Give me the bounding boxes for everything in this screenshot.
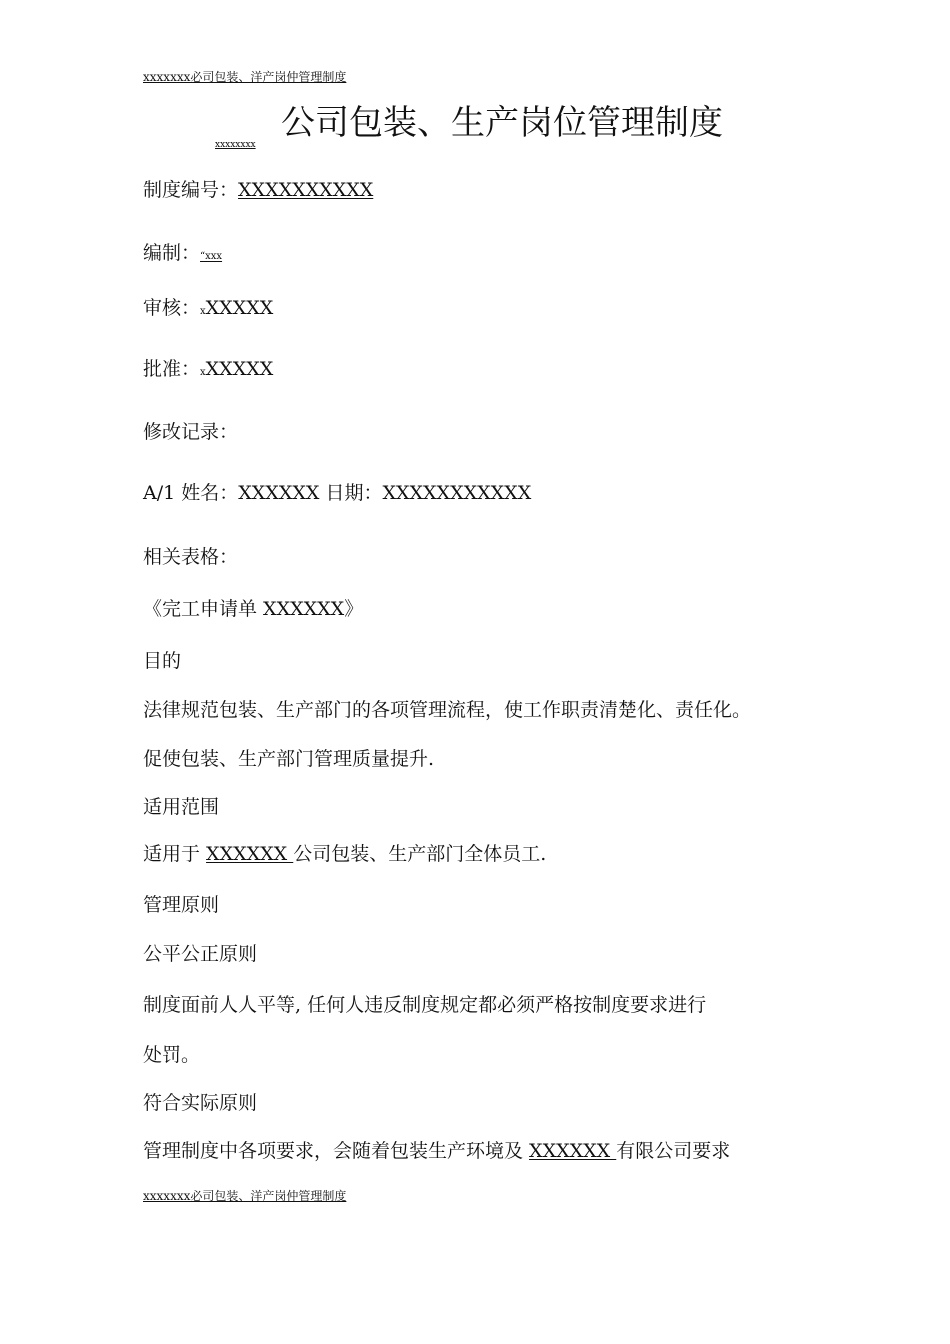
reviewer-row [143, 296, 273, 320]
page-header-note: xxxxxxx必司包装、洋产岗仲管理制度 [143, 70, 347, 84]
purpose-line-2: 促使包装、生产部门管理质量提升. [143, 748, 435, 770]
practical-text [143, 1139, 730, 1163]
fairness-line-1: 制度面前人人平等, 任何人违反制度规定都必须严格按制度要求进行 [143, 994, 707, 1016]
doc-number-row [143, 178, 373, 202]
related-forms-label: 相关表格： [143, 546, 239, 568]
revision-entry: A/1 姓名：XXXXXX 日期：XXXXXXXXXXX [143, 482, 532, 504]
scope-text-after: 公司包装、生产部门全体员工. [293, 843, 547, 865]
purpose-heading: 目的 [143, 650, 182, 672]
approver-label: 批准： [143, 358, 201, 380]
scope-heading: 适用范围 [143, 796, 220, 818]
practical-text-after: 有限公司要求 [616, 1140, 731, 1162]
reviewer-label: 审核： [143, 297, 201, 319]
fairness-heading: 公平公正原则 [143, 943, 258, 965]
doc-number-value: XXXXXXXXXX [238, 179, 374, 201]
editor-label: 编制： [143, 242, 201, 264]
title-prefix: xxxxxxxx [215, 140, 256, 150]
practical-text-before: 管理制度中各项要求，会随着包装生产环境及 [143, 1140, 530, 1162]
scope-text-before: 适用于 [143, 843, 207, 865]
scope-text [143, 842, 546, 866]
approver-value: XXXXX [205, 358, 274, 380]
scope-company: XXXXXX [206, 843, 294, 865]
practical-heading: 符合实际原则 [143, 1092, 258, 1114]
page-footer-note: xxxxxxx必司包装、洋产岗仲管理制度 [143, 1189, 347, 1203]
doc-number-label: 制度编号： [143, 179, 239, 201]
editor-row [143, 241, 222, 265]
purpose-line-1: 法律规范包装、生产部门的各项管理流程，使工作职责清楚化、责任化。 [143, 699, 752, 721]
practical-company: XXXXXX [529, 1140, 617, 1162]
approver-row [143, 357, 273, 381]
principles-heading: 管理原则 [143, 894, 220, 916]
reviewer-value: XXXXX [205, 297, 274, 319]
related-form-item: 《完工申请单 XXXXXX》 [143, 598, 364, 620]
reviewer-prefix: x [200, 306, 206, 317]
revision-label: 修改记录： [143, 421, 239, 443]
document-title: 公司包装、生产岗位管理制度 [281, 103, 723, 143]
editor-value: “xxx [200, 251, 223, 262]
fairness-line-2: 处罚。 [143, 1044, 201, 1066]
approver-prefix: x [200, 367, 206, 378]
